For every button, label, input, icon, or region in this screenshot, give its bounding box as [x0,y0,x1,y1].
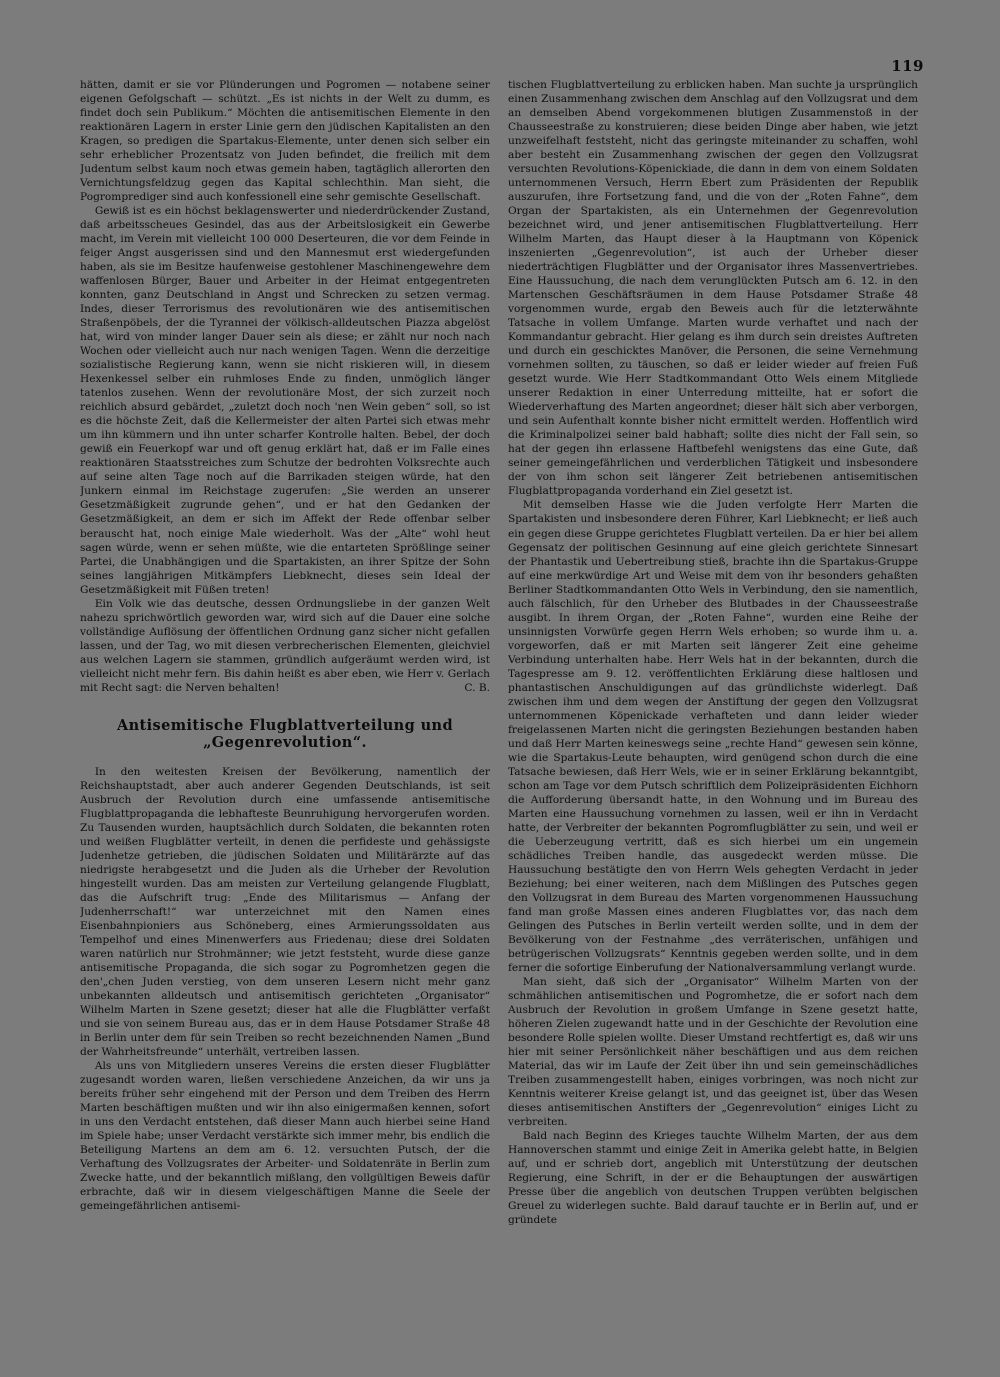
paragraph: tischen Flugblattverteilung zu erblicken haben. Man suchte ja ursprünglich einen Zusammenhang zwischen dem Anschlag auf den Vollzugsrat und dem an demselben Abend vorgekommenen blutigen Zusammenstoß in der Chausseestraße zu konstruieren; diese beiden Dinge aber haben, wie jetzt unzweifelhaft feststeht, nicht das geringste miteinander zu schaffen, wohl aber besteht ein Zusammenhang zwischen der gegen den Vollzugsrat versuchten Revolutions-Köpenickiade, die dann in dem von einem Soldaten unternommenen Versuch, Herrn Ebert zum Präsidenten der Republik auszurufen, ihre Fortsetzung fand, und die von der „Roten Fahne“, dem Organ der Spartakisten, als ein Unternehmen der Gegenrevolution bezeichnet wird, und jener antisemitischen Flugblattverteilung. Herr Wilhelm Marten, das Haupt dieser à la Hauptmann von Köpenick inszenierten „Gegenrevolution“, ist auch der Urheber dieser niederträchtigen Flugblätter und der Organisator ihres Massenvertriebes. Eine Haussuchung, die nach dem verunglückten Putsch am 6. 12. in den Martenschen Geschäftsräumen in dem Hause Potsdamer Straße 48 vorgenommen wurde, ergab den Beweis auch für die letzterwähnte Tatsache in vollem Umfange. Marten wurde verhaftet und nach der Kommandantur gebracht. Hier gelang es ihm durch sein dreistes Auftreten und durch ein geschicktes Manöver, die Personen, die seine Vernehmung vornehmen sollten, zu täuschen, so daß er leider wieder auf freien Fuß gesetzt wurde. Wie Herr Stadtkommandant Otto Wels einem Mitgliede unserer Redaktion in einer Unterredung mitteilte, hat er sofort die Wiederverhaftung des Marten angeordnet; dieser hält sich aber verborgen, und sein Aufenthalt konnte bisher nicht ermittelt werden. Hoffentlich wird die Kriminalpolizei seiner bald habhaft; sollte dies nicht der Fall sein, so hat der gegen ihn erlassene Haftbefehl wenigstens das eine Gute, daß seiner gemeingefährlichen und verderblichen Tätigkeit und insbesondere der von ihm schon seit längerer Zeit betriebenen antisemitischen Flugblattpropaganda vorderhand ein Ziel gesetzt ist. [508,79,918,498]
paragraph: Gewiß ist es ein höchst beklagenswerter und niederdrückender Zustand, daß arbeitsscheues Gesindel, das aus der Arbeitslosigkeit ein Gewerbe macht, im Verein mit vielleicht 100 000 Deserteuren, die vor dem Feinde in feiger Angst ausgerissen sind und den Mannesmut erst wiedergefunden haben, als sie im Besitze haufenweise gestohlener Maschinengewehre dem waffenlosen Bürger, Bauer und Arbeiter in der Heimat entgegentreten konnten, ganz Deutschland in Angst und Schrecken zu setzen vermag. Indes, dieser Terrorismus des revolutionären wie des antisemitischen Straßenpöbels, der die Tyrannei der völkisch-alldeutschen Piazza abgelöst hat, wird von minder langer Dauer sein als diese; er zählt nur noch nach Wochen oder vielleicht auch nur nach wenigen Tagen. Wenn die derzeitige sozialistische Regierung kann, wenn sie nicht riskieren will, in diesem Hexenkessel selber ein ruhmloses Ende zu finden, unmöglich länger tatenlos zusehen. Wenn der revolutionäre Most, der sich zurzeit noch reichlich absurd gebärdet, „zuletzt doch noch 'nen Wein geben“ soll, so ist es die höchste Zeit, daß die Kellermeister der alten Partei sich etwas mehr um ihn kümmern und ihn unter scharfer Kontrolle halten. Bebel, der doch gewiß ein Feuerkopf war und oft genug erklärt hat, daß er im Falle eines reaktionären Staatsstreiches zum Schutze der bedrohten Volksrechte auch auf seine alten Tage noch auf die Barrikaden steigen würde, hat den Junkern einmal im Reichstage zugerufen: „Sie werden an unserer Gesetzmäßigkeit zugrunde gehen“, und er hat den Gedanken der Gesetzmäßigkeit, an dem er sich im Affekt der Rede offenbar selber berauscht hat, noch einige Male wiederholt. Was der „Alte“ wohl heut sagen würde, wenn er sehen müßte, wie die entarteten Sprößlinge seiner Partei, die Unabhängigen und die Spartakisten, an ihrer Spitze der Sohn seines langjährigen Mitkämpfers Liebknecht, dieses sein Ideal der Gesetzmäßigkeit mit Füßen treten! [80,205,490,596]
paragraph: Man sieht, daß sich der „Organisator“ Wilhelm Marten von der schmählichen antisemitischen und Pogromhetze, die er sofort nach dem Ausbruch der Revolution in großem Umfange in Szene gesetzt hatte, höheren Zielen zugewandt hatte und in der Geschichte der Revolution eine besondere Rolle spielen wollte. Dieser Umstand rechtfertigt es, daß wir uns hier mit seiner Persönlichkeit näher beschäftigen und aus dem reichen Material, das wir im Laufe der Zeit über ihn und sein gemeinschädliches Treiben zusammengestellt haben, einiges vorbringen, was noch nicht zur Kenntnis weiterer Kreise gelangt ist, und das geeignet ist, über das Wesen dieses antisemitischen Anstifters der „Gegenrevolution“ einiges Licht zu verbreiten. [508,976,918,1129]
paragraph: In den weitesten Kreisen der Bevölkerung, namentlich der Reichshauptstadt, aber auch anderer Gegenden Deutschlands, ist seit Ausbruch der Revolution durch eine umfassende antisemitische Flugblattpropaganda die lebhafteste Beunruhigung hervorgerufen worden. Zu Tausenden wurden, hauptsächlich durch Soldaten, die bekannten roten und weißen Flugblätter verteilt, in denen die perfideste und gehässigste Judenhetze getrieben, die jüdischen Soldaten und Militärärzte auf das niedrigste herabgesetzt und die Juden als die Urheber der Revolution hingestellt wurden. Das am meisten zur Verteilung gelangende Flugblatt, das die Aufschrift trug: „Ende des Militarismus — Anfang der Judenherrschaft!“ war unterzeichnet mit den Namen eines Eisenbahnpioniers aus Schöneberg, eines Armierungssoldaten aus Tempelhof und eines Minenwerfers aus Friedenau; diese drei Soldaten waren natürlich nur Strohmänner; wie jetzt feststeht, wurde diese ganze antisemitische Propaganda, die sich sogar zu Pogromhetzen gegen die den'„chen Juden verstieg, von dem unseren Lesern nicht mehr ganz unbekannten alldeutsch und antisemitisch gerichteten „Organisator“ Wilhelm Marten in Szene gesetzt; dieser hat alle die Flugblätter verfaßt und sie von seinem Bureau aus, das er in dem Hause Potsdamer Straße 48 in Berlin unter dem für sein Treiben so recht bezeichnenden Namen „Bund der Wahrheitsfreunde“ unterhält, vertreiben lassen. [80,765,490,1058]
left-column [80,78,490,1348]
article-title [80,717,490,751]
article-signature: C. B. [464,681,490,694]
paragraph: Bald nach Beginn des Krieges tauchte Wilhelm Marten, der aus dem Hannoverschen stammt und einige Zeit in Amerika gelebt hatte, in Belgien auf, und er schrieb dort, angeblich mit Unterstützung der deutschen Regierung, eine Schrift, in der er die Behauptungen der auswärtigen Presse über die angeblich von deutschen Truppen verübten belgischen Greuel zu widerlegen suchte. Bald darauf tauchte er in Berlin auf, und er gründete [508,1130,918,1227]
paragraph: Als uns von Mitgliedern unseres Vereins die ersten dieser Flugblätter zugesandt worden waren, ließen verschiedene Anzeichen, da wir uns ja bereits früher sehr eingehend mit der Person und dem Treiben des Herrn Marten beschäftigen mußten und wir ihn also einigermaßen kennen, sofort in uns den Verdacht entstehen, daß dieser Mann auch hierbei seine Hand im Spiele habe; unser Verdacht verstärkte sich immer mehr, bis endlich die Beteiligung Martens an dem am 6. 12. versuchten Putsch, der die Verhaftung des Vollzugsrates der Arbeiter- und Soldatenräte in Berlin zum Zwecke hatte, und der bekanntlich mißlang, den vollgültigen Beweis dafür erbrachte, daß wir in diesem vielgeschäftigen Manne die Seele der gemeingefährlichen antisemi- [80,1060,490,1213]
right-column [508,78,918,1348]
article-title-line: Antisemitische Flugblattverteilung und [116,716,454,734]
paragraph-text: Ein Volk wie das deutsche, dessen Ordnungsliebe in der ganzen Welt nahezu sprichwörtlich geworden war, wird sich auf die Dauer eine solche vollständige Auflösung der öffentlichen Ordnung ganz sicher nicht gefallen lassen, und der Tag, wo mit diesen verbrecherischen Elementen, gleichviel aus welchen Lagern sie stammen, gründlich aufgeräumt werden wird, ist vielleicht nicht mehr fern. Bis dahin heißt es aber eben, wie Herr v. Gerlach mit Recht sagt: die Nerven behalten! [80,597,490,694]
paragraph: Mit demselben Hasse wie die Juden verfolgte Herr Marten die Spartakisten und insbesondere deren Führer, Karl Liebknecht; er ließ auch ein gegen diese Gruppe gerichtetes Flugblatt verteilen. Da er hier bei allem Gegensatz der politischen Gesinnung auf eine gleich gerichtete Sinnesart der Phantastik und Uebertreibung stieß, brachte ihn die Spartakus-Gruppe auf eine merkwürdige Art und Weise mit dem von ihr besonders gehaßten Berliner Stadtkommandanten Otto Wels in Verbindung, den sie namentlich, auch fälschlich, für den Urheber des Blutbades in der Chausseestraße ausgibt. In ihrem Organ, der „Roten Fahne“, wurden eine Reihe der unsinnigsten Vorwürfe gegen Herrn Wels erhoben; so wurde ihm u. a. vorgeworfen, daß er mit Marten seit längerer Zeit eine geheime Verbindung unterhalten habe. Herr Wels hat in der bekannten, durch die Tagespresse am 9. 12. veröffentlichten Erklärung diese haltlosen und phantastischen Anschuldigungen auf das gründlichste widerlegt. Daß zwischen ihm und dem wegen der Anstiftung der gegen den Vollzugsrat unternommenen Köpenickade verhafteten und dann leider wieder freigelassenen Marten nicht die geringsten Beziehungen bestanden haben und daß Herr Marten keineswegs seine „rechte Hand“ gewesen sein könne, wie die Spartakus-Leute behaupten, wird genügend schon durch die eine Tatsache bewiesen, daß Herr Wels, wie er in seiner Erklärung bekanntgibt, schon am Tage vor dem Putsch schriftlich dem Polizeipräsidenten Eichhorn die Aufforderung übersandt hatte, in den Wohnung und im Bureau des Marten eine Haussuchung vornehmen zu lassen, weil er ihn in Verdacht hatte, der Verbreiter der bekannten Pogromflugblätter zu sein, und weil er die Ueberzeugung vertritt, daß es sich hierbei um ein ungemein schädliches Treiben handle, das ausgedeckt werden müsse. Die Haussuchung bestätigte den von Herrn Wels gehegten Verdacht in jeder Beziehung; bei einer weiteren, nach dem Mißlingen des Putsches gegen den Vollzugsrat in dem Bureau des Marten vorgenommenen Haussuchung fand man große Massen eines anderen Flugblattes vor, das nach dem Gelingen des Putsches in Berlin verteilt werden sollte, und in dem der Bevölkerung von der Festnahme „des verräterischen, unfähigen und betrügerischen Vollzugsrats“ Kenntnis gegeben werden sollte, und in dem ferner die sofortige Einberufung der Nationalversammlung verlangt wurde. [508,499,918,974]
page-number: 119 [891,57,924,75]
paragraph: hätten, damit er sie vor Plünderungen und Pogromen — notabene seiner eigenen Gefolgschaft — schützt. „Es ist nichts in der Welt zu dumm, es findet doch sein Publikum.“ Möchten die antisemitischen Elemente in den reaktionären Lagern in erster Linie gern den jüdischen Kapitalisten an den Kragen, so predigen die Spartakus-Elemente, unter denen sich selber ein sehr erheblicher Prozentsatz von Juden befindet, die freilich mit dem Judentum selbst kaum noch etwas gemein haben, tagtäglich allerorten den Vernichtungsfeldzug gegen das Kapital schlechthin. Man sieht, die Pogromprediger sind auch konfessionell eine sehr gemischte Gesellschaft. [80,79,490,204]
paragraph [80,597,490,695]
article-title-line: „Gegenrevolution“. [203,733,367,751]
